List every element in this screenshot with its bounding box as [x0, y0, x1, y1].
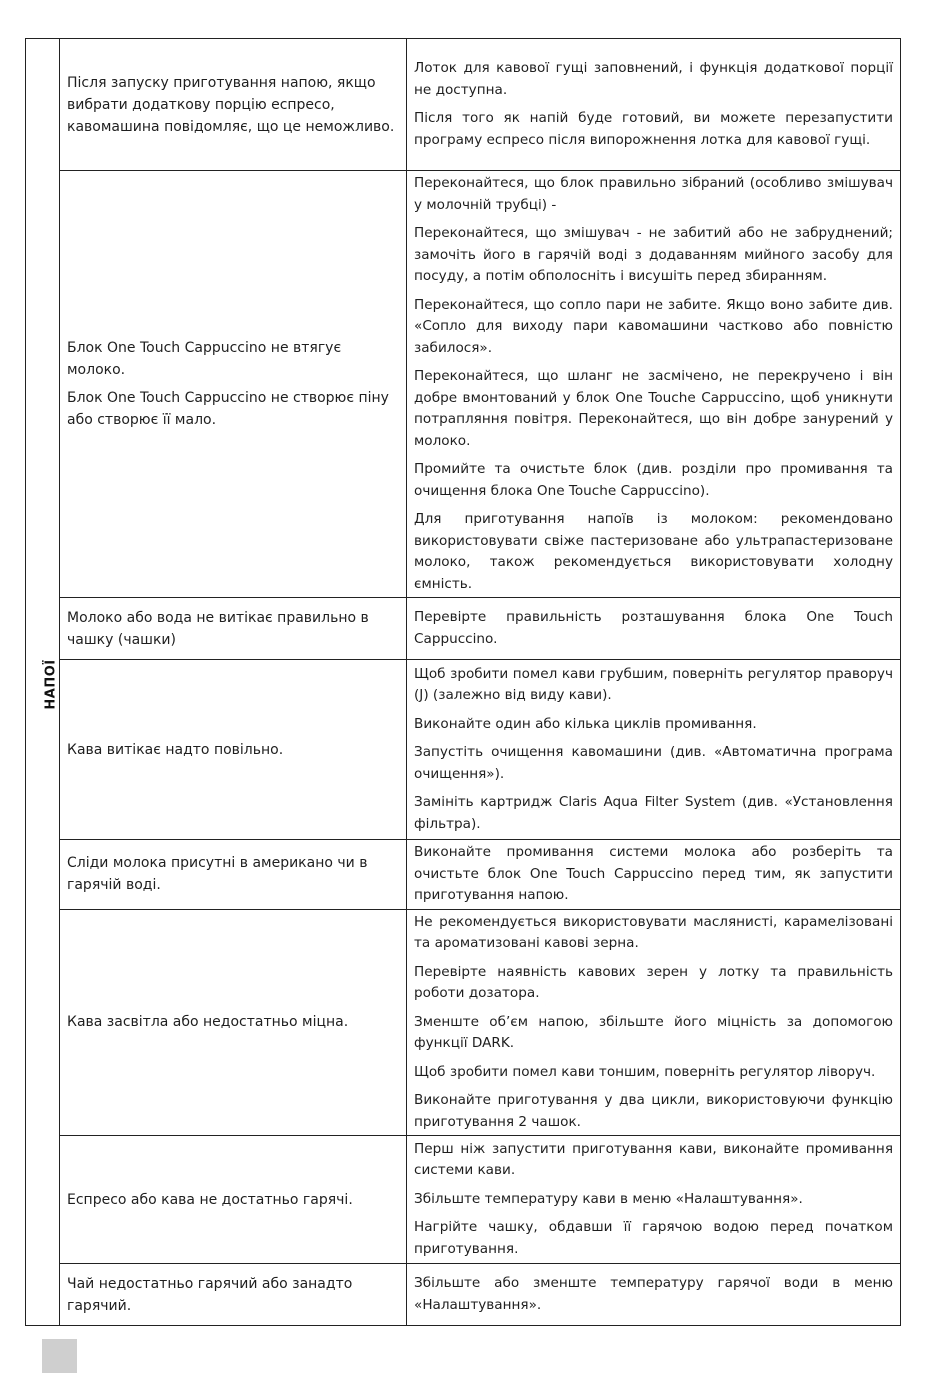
- problem-cell: [60, 171, 407, 598]
- solution-text: Після того як напій буде готовий, ви можете перезапустити програму еспресо після випорожнення лотка для кавової гущі.: [414, 110, 893, 148]
- solution-cell: [407, 840, 901, 910]
- solution-text: Щоб зробити помел кави грубшим, поверніть регулятор праворуч (J) (залежно від виду кави).: [414, 665, 893, 704]
- solution-text: Не рекомендується використовувати маслянисті, карамелізовані та ароматизовані кавові зерна.: [414, 913, 893, 951]
- solution-cell: [407, 171, 901, 598]
- solution-text: Виконайте промивання системи молока або розберіть та очистьте блок One Touch Cappuccino перед тим, як запустити приготування напою.: [414, 844, 893, 903]
- solution-text: Збільште або зменште температуру гарячої води в меню «Налаштування».: [414, 1275, 893, 1313]
- table-row: [26, 39, 901, 171]
- problem-cell: [60, 660, 407, 840]
- troubleshooting-table: [25, 38, 901, 1326]
- section-label-cell: [26, 39, 60, 1326]
- problem-text: Блок One Touch Cappuccino не втягує молоко.: [67, 340, 342, 378]
- problem-cell: [60, 39, 407, 171]
- solution-text: Нагрійте чашку, обдавши її гарячою водою перед початком приготування.: [414, 1219, 893, 1257]
- solution-text: Виконайте приготування у два цикли, використовуючи функцію приготування 2 чашок.: [414, 1092, 893, 1130]
- solution-text: Перш ніж запустити приготування кави, виконайте промивання системи кави.: [414, 1140, 893, 1179]
- solution-text: Збільште температуру кави в меню «Налаштування».: [414, 1190, 803, 1207]
- solution-text: Лоток для кавової гущі заповнений, і функція додаткової порції не доступна.: [414, 60, 893, 98]
- problem-text: Після запуску приготування напою, якщо вибрати додаткову порцію еспресо, кавомашина повідомляє, що це неможливо.: [67, 74, 395, 135]
- page-marker: [42, 1339, 77, 1373]
- solution-text: Зменште об’єм напою, збільште його міцність за допомогою функції DARK.: [414, 1013, 893, 1051]
- table-row: [26, 598, 901, 660]
- solution-text: Промийте та очистьте блок (див. розділи про промивання та очищення блока One Touche Cappuccino).: [414, 461, 893, 499]
- problem-text: Сліди молока присутні в американо чи в гарячій воді.: [67, 855, 368, 894]
- problem-text: Кава засвітла або недостатньо міцна.: [67, 1014, 349, 1031]
- problem-cell: [60, 1264, 407, 1326]
- problem-text: Чай недостатньо гарячий або занадто гарячий.: [67, 1275, 353, 1314]
- solution-text: Перевірте наявність кавових зерен у лотку та правильність роботи дозатора.: [414, 963, 893, 1001]
- solution-text: Переконайтеся, що шланг не засмічено, не перекручено і він добре вмонтований у блок One Touche Cappuccino, щоб уникнути потрапляння повітря. Переконайтеся, що він добре занурений у молоко.: [414, 368, 893, 449]
- problem-text: Кава витікає надто повільно.: [67, 741, 284, 758]
- solution-cell: [407, 1136, 901, 1264]
- table-row: [26, 1136, 901, 1264]
- solution-text: Переконайтеся, що сопло пари не забите. Якщо воно забите див. «Сопло для виходу пари кавомашини частково або повністю забилося».: [414, 296, 893, 356]
- solution-text: Виконайте один або кілька циклів промивання.: [414, 715, 757, 732]
- table-row: [26, 660, 901, 840]
- table-row: [26, 840, 901, 910]
- solution-text: Для приготування напоїв із молоком: рекомендовано використовувати свіже пастеризоване або ультрапастеризоване молоко, також рекомендується використовувати холодну ємність.: [414, 511, 893, 592]
- solution-cell: [407, 660, 901, 840]
- solution-cell: [407, 39, 901, 171]
- solution-text: Переконайтеся, що змішувач - не забитий або не забруднений; замочіть його в гарячій воді з додаванням мийного засобу для посуду, а потім обполосніть і висушіть перед збиранням.: [414, 225, 893, 284]
- solution-cell: [407, 1264, 901, 1326]
- solution-text: Перевірте правильність розташування блока One Touch Cappuccino.: [414, 609, 893, 647]
- problem-text: Молоко або вода не витікає правильно в чашку (чашки): [67, 609, 369, 648]
- table-row: [26, 1264, 901, 1326]
- problem-text: Блок One Touch Cappuccino не створює піну або створює її мало.: [67, 390, 389, 428]
- table-row: [26, 171, 901, 598]
- section-label: НАПОЇ: [43, 658, 59, 710]
- problem-cell: [60, 598, 407, 660]
- solution-cell: [407, 909, 901, 1136]
- solution-text: Запустіть очищення кавомашини (див. «Автоматична програма очищення»).: [414, 744, 893, 782]
- problem-cell: [60, 909, 407, 1136]
- solution-cell: [407, 598, 901, 660]
- problem-cell: [60, 840, 407, 910]
- problem-cell: [60, 1136, 407, 1264]
- solution-text: Переконайтеся, що блок правильно зібраний (особливо змішувач у молочній трубці) -: [414, 175, 893, 213]
- solution-text: Щоб зробити помел кави тоншим, поверніть регулятор ліворуч.: [414, 1063, 876, 1080]
- table-row: [26, 909, 901, 1136]
- problem-text: Еспресо або кава не достатньо гарячі.: [67, 1191, 353, 1208]
- solution-text: Замініть картридж Claris Aqua Filter System (див. «Установлення фільтра).: [414, 794, 893, 832]
